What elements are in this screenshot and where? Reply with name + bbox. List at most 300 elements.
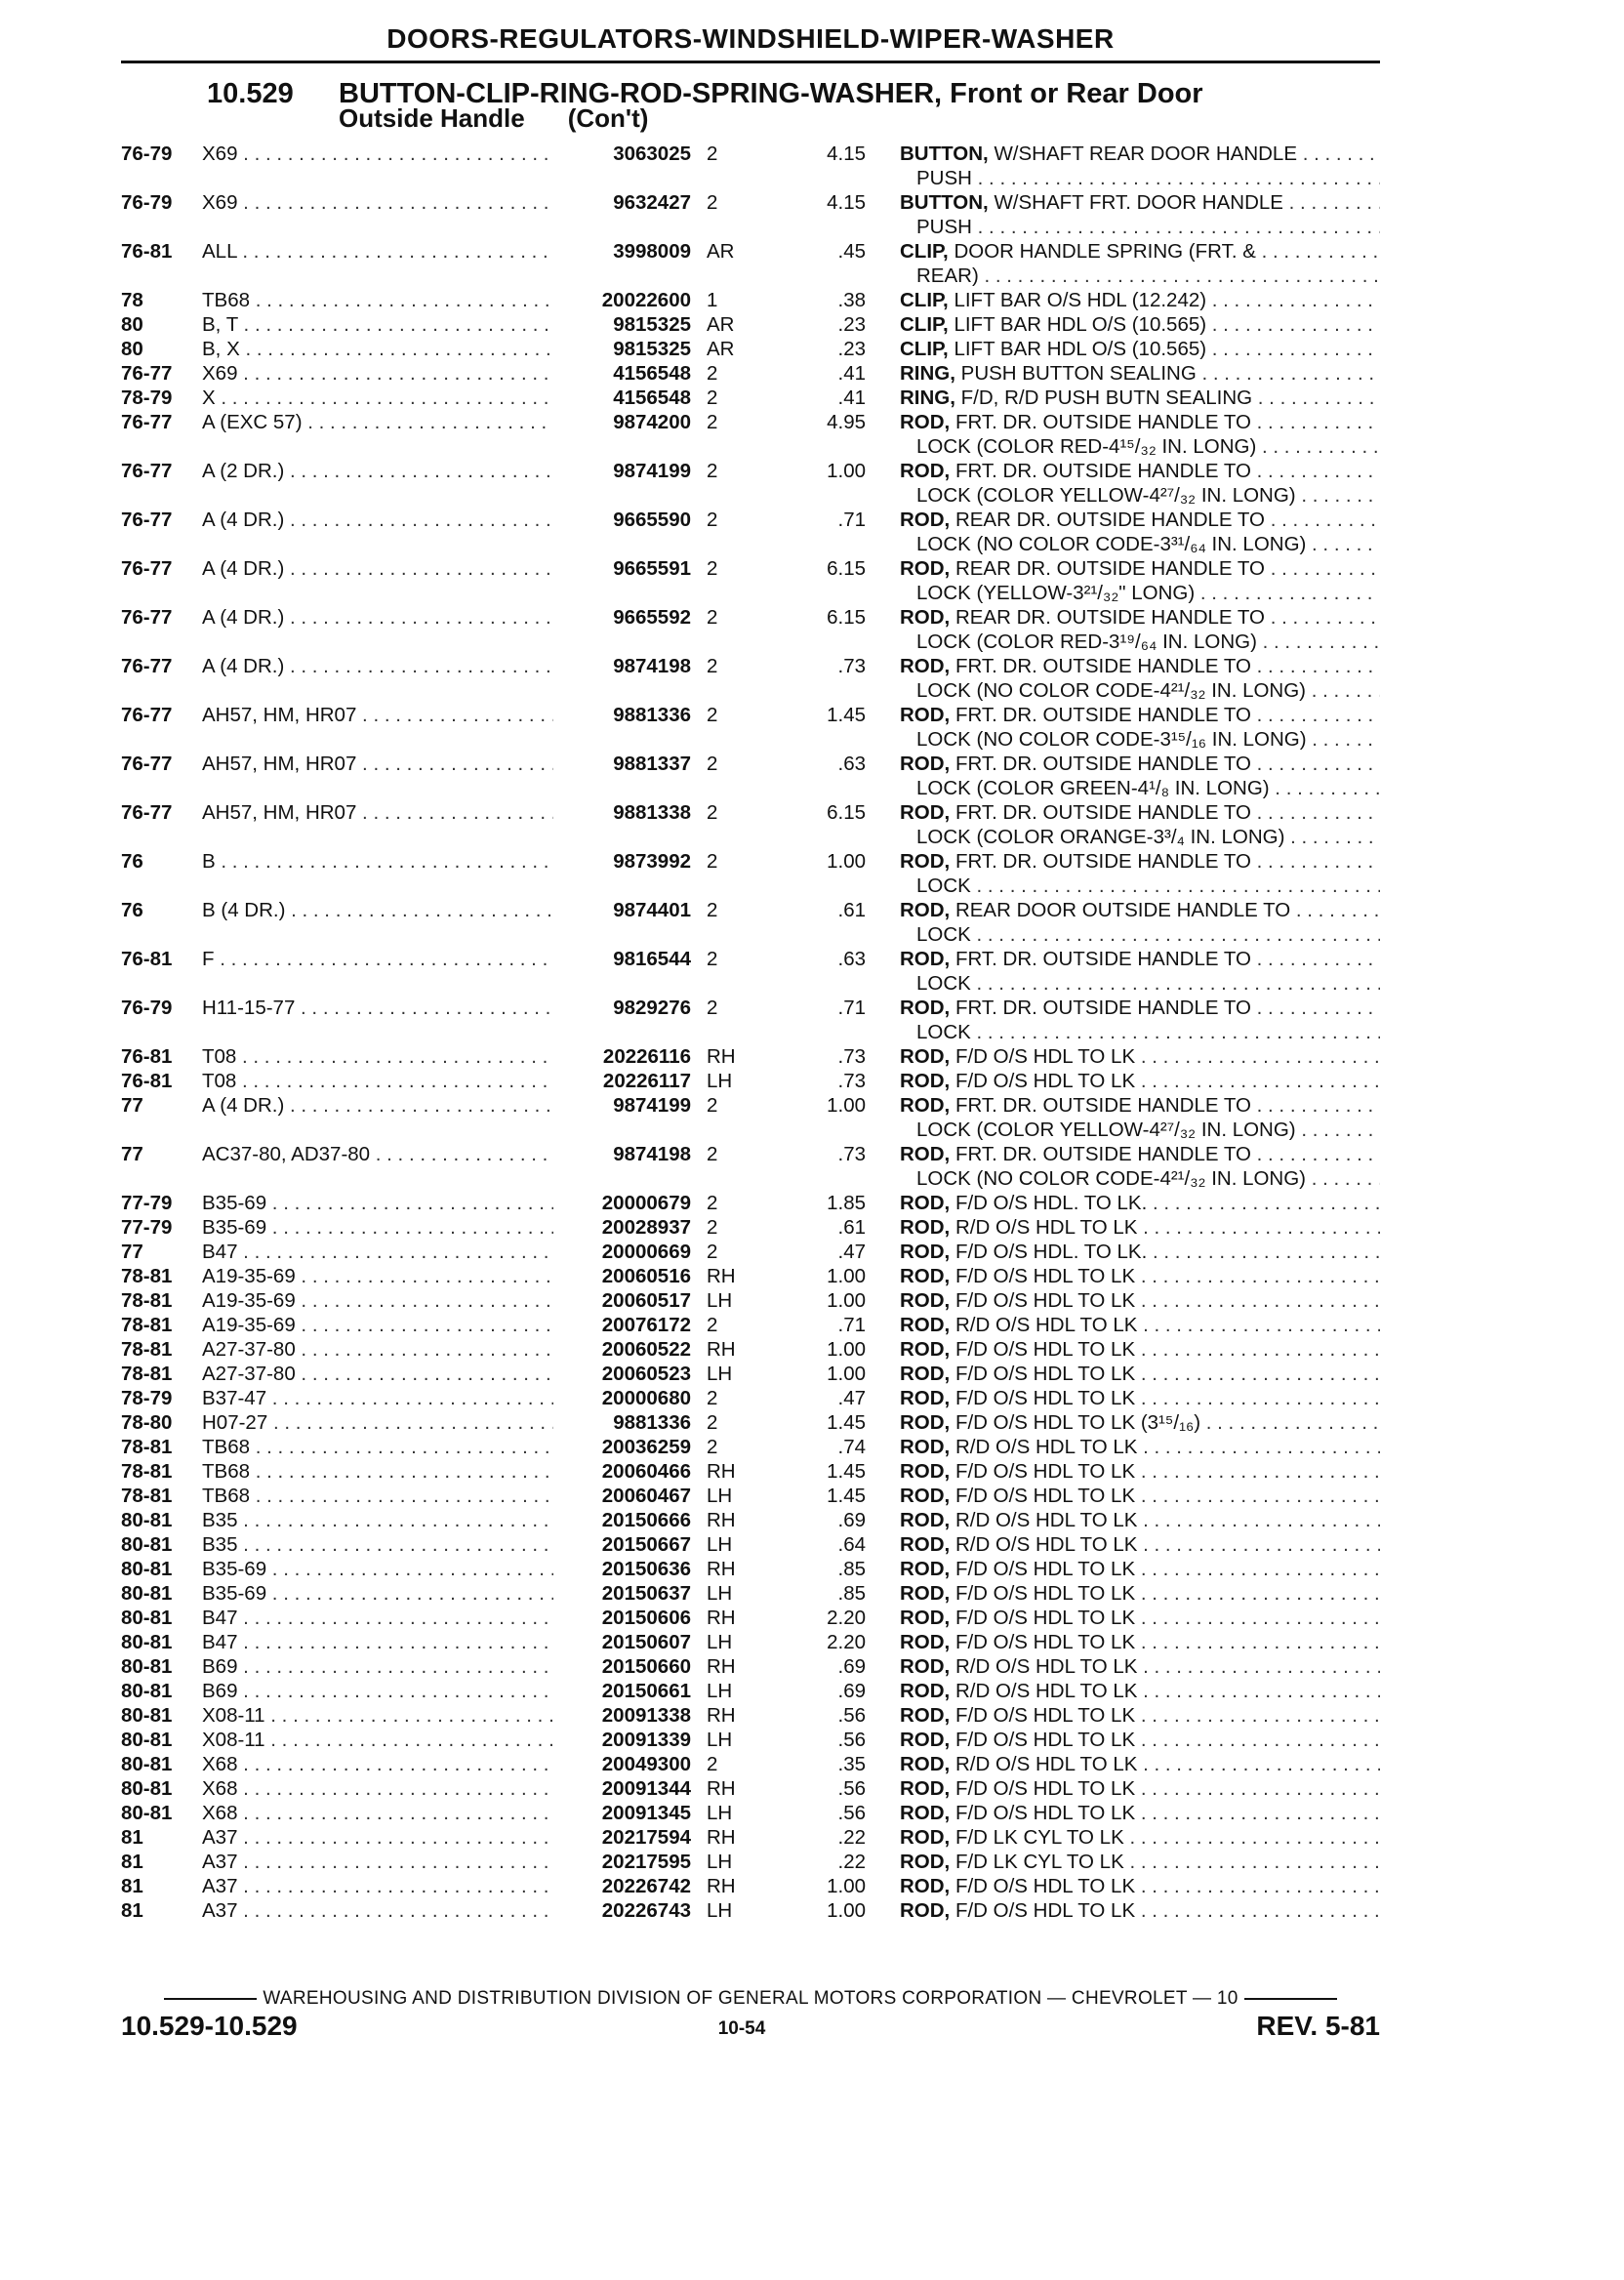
description-head: RING, — [900, 387, 955, 409]
year-cell: 77-79 — [121, 1216, 173, 1239]
quantity-cell: 2 — [707, 509, 718, 531]
part-number-cell: 9665591 — [613, 557, 691, 580]
description-cell — [900, 312, 1380, 337]
part-number-cell: 9874198 — [613, 1143, 691, 1165]
quantity-cell: AR — [707, 240, 735, 263]
model-cell: TB68 . . . — [202, 1459, 553, 1484]
part-number-cell: 20150666 — [601, 1509, 691, 1531]
description-text: F/D O/S HDL TO LK — [954, 1387, 1136, 1409]
year-cell: 76-79 — [121, 142, 173, 165]
model-cell: AH57, HM, HR07 . . . — [202, 703, 553, 727]
description-cell — [900, 849, 1380, 874]
quantity-cell: 2 — [707, 1094, 718, 1117]
quantity-cell: RH — [707, 1558, 736, 1580]
part-number-cell: 20150667 — [601, 1533, 691, 1556]
description-head: ROD, — [900, 1387, 951, 1409]
price-cell: .41 — [837, 387, 866, 409]
price-cell: .47 — [837, 1387, 866, 1409]
quantity-cell: 2 — [707, 850, 718, 873]
year-cell: 78-79 — [121, 387, 173, 409]
year-cell: 81 — [121, 1875, 143, 1897]
section-subheading — [339, 103, 648, 134]
description-head: ROD, — [900, 1070, 951, 1092]
description-text: FRT. DR. OUTSIDE HANDLE TO — [954, 753, 1251, 775]
price-cell: .47 — [837, 1241, 866, 1263]
price-cell: .73 — [837, 1070, 866, 1092]
year-cell: 76-81 — [121, 1070, 173, 1092]
quantity-cell: 2 — [707, 1314, 718, 1336]
year-cell: 80-81 — [121, 1509, 173, 1531]
quantity-cell: LH — [707, 1802, 733, 1824]
quantity-cell: 2 — [707, 655, 718, 677]
part-number-cell: 20076172 — [601, 1314, 691, 1336]
quantity-cell: RH — [707, 1338, 736, 1361]
part-number-cell: 20150606 — [601, 1607, 691, 1629]
model-cell: X69 . . . — [202, 142, 553, 166]
quantity-cell: 2 — [707, 948, 718, 970]
description-head: ROD, — [900, 948, 951, 970]
price-cell: 4.15 — [827, 142, 866, 165]
description-continuation: LOCK (COLOR GREEN-4¹/₈ IN. LONG) . . . — [916, 776, 1380, 800]
model-cell: B, T . . . — [202, 312, 553, 337]
year-cell: 81 — [121, 1826, 143, 1849]
footer-revision: REV. 5-81 — [1256, 2011, 1380, 2041]
quantity-cell: RH — [707, 1045, 736, 1068]
price-cell: 1.00 — [827, 1265, 866, 1287]
description-continuation: LOCK (COLOR YELLOW-4²⁷/₃₂ IN. LONG) . . . — [916, 483, 1380, 508]
part-number-cell: 9665592 — [613, 606, 691, 629]
price-cell: .71 — [837, 997, 866, 1019]
price-cell: 4.15 — [827, 191, 866, 214]
year-cell: 80-81 — [121, 1607, 173, 1629]
description-cell — [900, 898, 1380, 922]
description-cell — [900, 800, 1380, 825]
description-head: ROD, — [900, 1143, 951, 1165]
section-title: BUTTON-CLIP-RING-ROD-SPRING-WASHER, Front or Rear Door — [339, 78, 1203, 109]
quantity-cell: RH — [707, 1607, 736, 1629]
footer-division: WAREHOUSING AND DISTRIBUTION DIVISION OF GENERAL MOTORS CORPORATION — CHEVROLET — 10 — [263, 1988, 1238, 2009]
year-cell: 80-81 — [121, 1729, 173, 1751]
part-number-cell: 20226743 — [601, 1899, 691, 1922]
description-cell — [900, 288, 1380, 312]
part-number-cell: 9665590 — [613, 509, 691, 531]
description-text: DOOR HANDLE SPRING (FRT. & — [954, 240, 1256, 263]
price-cell: .22 — [837, 1826, 866, 1849]
model-cell: AC37-80, AD37-80 . . . — [202, 1142, 553, 1166]
model-cell: AH57, HM, HR07 . . . — [202, 752, 553, 776]
description-text: F/D O/S HDL TO LK — [954, 1265, 1136, 1287]
model-cell: B35-69 . . . — [202, 1557, 553, 1581]
description-cell — [900, 1215, 1380, 1240]
price-cell: .61 — [837, 899, 866, 921]
description-cell — [900, 361, 1380, 386]
description-text: FRT. DR. OUTSIDE HANDLE TO — [954, 704, 1251, 726]
part-number-cell: 20000669 — [601, 1241, 691, 1263]
model-cell: X08-11 . . . — [202, 1728, 553, 1752]
model-cell: X68 . . . — [202, 1776, 553, 1801]
price-cell: .41 — [837, 362, 866, 385]
description-cell — [900, 410, 1380, 434]
description-cell — [900, 1850, 1380, 1874]
price-cell: 2.20 — [827, 1631, 866, 1653]
year-cell: 80-81 — [121, 1558, 173, 1580]
year-cell: 76-77 — [121, 801, 173, 824]
part-number-cell: 20091344 — [601, 1777, 691, 1800]
model-cell: TB68 . . . — [202, 1484, 553, 1508]
price-cell: .73 — [837, 1045, 866, 1068]
quantity-cell: 2 — [707, 1753, 718, 1775]
quantity-cell: 2 — [707, 997, 718, 1019]
model-cell: H11-15-77 . . . — [202, 996, 553, 1020]
footer-rule-left — [164, 1998, 257, 2000]
description-text: REAR DR. OUTSIDE HANDLE TO — [954, 606, 1266, 629]
model-cell: B35 . . . — [202, 1508, 553, 1532]
quantity-cell: RH — [707, 1265, 736, 1287]
quantity-cell: 2 — [707, 191, 718, 214]
quantity-cell: 2 — [707, 606, 718, 629]
description-cell — [900, 1874, 1380, 1898]
description-head: CLIP, — [900, 240, 949, 263]
description-head: ROD, — [900, 850, 951, 873]
description-continuation: LOCK (COLOR RED-3¹⁹/₆₄ IN. LONG) . . . — [916, 630, 1380, 654]
description-text: F/D O/S HDL TO LK — [954, 1899, 1136, 1922]
description-cell — [900, 1752, 1380, 1776]
price-cell: .56 — [837, 1777, 866, 1800]
quantity-cell: LH — [707, 1680, 733, 1702]
description-head: ROD, — [900, 1485, 951, 1507]
price-cell: 6.15 — [827, 801, 866, 824]
year-cell: 77 — [121, 1241, 143, 1263]
part-number-cell: 9873992 — [613, 850, 691, 873]
description-head: BUTTON, — [900, 191, 989, 214]
year-cell: 76-81 — [121, 1045, 173, 1068]
part-number-cell: 20036259 — [601, 1436, 691, 1458]
price-cell: .64 — [837, 1533, 866, 1556]
description-text: F/D O/S HDL. TO LK. — [954, 1192, 1148, 1214]
quantity-cell: 1 — [707, 289, 718, 311]
year-cell: 80-81 — [121, 1582, 173, 1605]
description-head: ROD, — [900, 1851, 951, 1873]
model-cell: A (2 DR.) . . . — [202, 459, 553, 483]
model-cell: A19-35-69 . . . — [202, 1288, 553, 1313]
description-text: FRT. DR. OUTSIDE HANDLE TO — [954, 1094, 1251, 1117]
description-head: ROD, — [900, 997, 951, 1019]
description-head: ROD, — [900, 1607, 951, 1629]
quantity-cell: 2 — [707, 460, 718, 482]
model-cell: B37-47 . . . — [202, 1386, 553, 1410]
description-cell — [900, 1288, 1380, 1313]
quantity-cell: 2 — [707, 704, 718, 726]
description-head: ROD, — [900, 1899, 951, 1922]
part-number-cell: 20049300 — [601, 1753, 691, 1775]
description-text: R/D O/S HDL TO LK — [954, 1680, 1138, 1702]
part-number-cell: 20060516 — [601, 1265, 691, 1287]
description-head: ROD, — [900, 1655, 951, 1678]
description-head: ROD, — [900, 1777, 951, 1800]
model-cell: B47 . . . — [202, 1630, 553, 1654]
part-number-cell: 20060517 — [601, 1289, 691, 1312]
description-cell — [900, 1386, 1380, 1410]
price-cell: 2.20 — [827, 1607, 866, 1629]
year-cell: 76-77 — [121, 655, 173, 677]
quantity-cell: AR — [707, 338, 735, 360]
description-cell — [900, 1484, 1380, 1508]
description-head: ROD, — [900, 655, 951, 677]
description-cell — [900, 1435, 1380, 1459]
description-cell — [900, 1337, 1380, 1362]
year-cell: 80-81 — [121, 1680, 173, 1702]
description-text: W/SHAFT REAR DOOR HANDLE — [994, 142, 1298, 165]
model-cell: B35-69 . . . — [202, 1191, 553, 1215]
description-text: FRT. DR. OUTSIDE HANDLE TO — [954, 460, 1251, 482]
page-header-title: DOORS-REGULATORS-WINDSHIELD-WIPER-WASHER — [386, 23, 1115, 54]
description-head: CLIP, — [900, 313, 949, 336]
description-head: ROD, — [900, 1533, 951, 1556]
description-head: ROD, — [900, 1631, 951, 1653]
model-cell: X08-11 . . . — [202, 1703, 553, 1728]
description-cell — [900, 1825, 1380, 1850]
quantity-cell: 2 — [707, 1387, 718, 1409]
year-cell: 80 — [121, 313, 143, 336]
year-cell: 77-79 — [121, 1192, 173, 1214]
price-cell: .56 — [837, 1704, 866, 1727]
price-cell: .85 — [837, 1582, 866, 1605]
price-cell: .69 — [837, 1680, 866, 1702]
description-head: ROD, — [900, 753, 951, 775]
description-text: REAR DR. OUTSIDE HANDLE TO — [954, 557, 1266, 580]
quantity-cell: 2 — [707, 753, 718, 775]
quantity-cell: RH — [707, 1509, 736, 1531]
model-cell: B69 . . . — [202, 1654, 553, 1679]
quantity-cell: LH — [707, 1363, 733, 1385]
year-cell: 76-79 — [121, 191, 173, 214]
part-number-cell: 20150661 — [601, 1680, 691, 1702]
part-number-cell: 9815325 — [613, 338, 691, 360]
description-cell — [900, 1313, 1380, 1337]
part-number-cell: 20000679 — [601, 1192, 691, 1214]
continued-label: (Con't) — [567, 103, 649, 133]
description-cell — [900, 703, 1380, 727]
description-head: ROD, — [900, 1192, 951, 1214]
part-number-cell: 20150607 — [601, 1631, 691, 1653]
description-text: R/D O/S HDL TO LK — [954, 1509, 1138, 1531]
description-head: CLIP, — [900, 338, 949, 360]
description-text: F/D LK CYL TO LK — [954, 1826, 1124, 1849]
description-continuation: LOCK (COLOR RED-4¹⁵/₃₂ IN. LONG) . . . — [916, 434, 1380, 459]
description-head: ROD, — [900, 1436, 951, 1458]
description-head: ROD, — [900, 704, 951, 726]
price-cell: 1.45 — [827, 1485, 866, 1507]
quantity-cell: 2 — [707, 1411, 718, 1434]
quantity-cell: 2 — [707, 142, 718, 165]
section-subtitle: Outside Handle — [339, 103, 525, 133]
price-cell: .74 — [837, 1436, 866, 1458]
price-cell: .45 — [837, 240, 866, 263]
year-cell: 78-81 — [121, 1485, 173, 1507]
description-head: ROD, — [900, 557, 951, 580]
description-cell — [900, 1410, 1380, 1435]
price-cell: 1.00 — [827, 1875, 866, 1897]
part-number-cell: 4156548 — [613, 387, 691, 409]
model-cell: X68 . . . — [202, 1752, 553, 1776]
year-cell: 80-81 — [121, 1655, 173, 1678]
part-number-cell: 20217594 — [601, 1826, 691, 1849]
part-number-cell: 3063025 — [613, 142, 691, 165]
year-cell: 80 — [121, 338, 143, 360]
year-cell: 80-81 — [121, 1631, 173, 1653]
header-rule — [121, 61, 1380, 63]
description-text: REAR DR. OUTSIDE HANDLE TO — [954, 509, 1266, 531]
price-cell: 1.00 — [827, 1899, 866, 1922]
description-text: FRT. DR. OUTSIDE HANDLE TO — [954, 997, 1251, 1019]
description-cell — [900, 1240, 1380, 1264]
description-cell — [900, 1654, 1380, 1679]
year-cell: 78-81 — [121, 1314, 173, 1336]
price-cell: .56 — [837, 1729, 866, 1751]
description-text: REAR DOOR OUTSIDE HANDLE TO — [954, 899, 1291, 921]
part-number-cell: 20150637 — [601, 1582, 691, 1605]
year-cell: 80-81 — [121, 1704, 173, 1727]
quantity-cell: RH — [707, 1826, 736, 1849]
description-continuation: PUSH . . . — [916, 166, 1380, 190]
description-cell — [900, 1362, 1380, 1386]
description-text: F/D O/S HDL TO LK — [954, 1704, 1136, 1727]
model-cell: A (4 DR.) . . . — [202, 1093, 553, 1118]
model-cell: B47 . . . — [202, 1606, 553, 1630]
description-text: F/D O/S HDL TO LK — [954, 1338, 1136, 1361]
footer-division-line — [121, 1988, 1380, 2010]
description-text: F/D O/S HDL TO LK — [954, 1460, 1136, 1483]
description-text: F/D LK CYL TO LK — [954, 1851, 1124, 1873]
year-cell: 80-81 — [121, 1777, 173, 1800]
description-head: ROD, — [900, 899, 951, 921]
description-head: ROD, — [900, 1753, 951, 1775]
description-continuation: REAR) . . . — [916, 264, 1380, 288]
description-cell — [900, 556, 1380, 581]
quantity-cell: 2 — [707, 362, 718, 385]
description-head: ROD, — [900, 1265, 951, 1287]
part-number-cell: 20150660 — [601, 1655, 691, 1678]
description-head: BUTTON, — [900, 142, 989, 165]
model-cell: X69 . . . — [202, 190, 553, 215]
model-cell: X . . . — [202, 386, 553, 410]
description-cell — [900, 508, 1380, 532]
description-text: PUSH BUTTON SEALING — [960, 362, 1197, 385]
price-cell: .23 — [837, 338, 866, 360]
description-continuation: LOCK . . . — [916, 874, 1380, 898]
price-cell: .38 — [837, 289, 866, 311]
description-text: F/D O/S HDL TO LK — [954, 1631, 1136, 1653]
price-cell: .23 — [837, 313, 866, 336]
description-head: ROD, — [900, 1558, 951, 1580]
quantity-cell: 2 — [707, 1436, 718, 1458]
description-cell — [900, 1093, 1380, 1118]
description-text: W/SHAFT FRT. DOOR HANDLE — [994, 191, 1283, 214]
quantity-cell: LH — [707, 1851, 733, 1873]
description-cell — [900, 1581, 1380, 1606]
part-number-cell: 9632427 — [613, 191, 691, 214]
description-continuation: LOCK (NO COLOR CODE-4²¹/₃₂ IN. LONG) . . . — [916, 678, 1380, 703]
year-cell: 78-79 — [121, 1387, 173, 1409]
description-continuation: LOCK . . . — [916, 1020, 1380, 1044]
description-head: ROD, — [900, 411, 951, 433]
footer-rule-right — [1244, 1998, 1337, 2000]
description-text: F/D O/S HDL TO LK — [954, 1582, 1136, 1605]
price-cell: .73 — [837, 1143, 866, 1165]
price-cell: .61 — [837, 1216, 866, 1239]
model-cell: F . . . — [202, 947, 553, 971]
description-head: ROD, — [900, 1094, 951, 1117]
description-text: FRT. DR. OUTSIDE HANDLE TO — [954, 411, 1251, 433]
year-cell: 80-81 — [121, 1753, 173, 1775]
description-text: LIFT BAR HDL O/S (10.565) — [954, 313, 1207, 336]
year-cell: 78-81 — [121, 1436, 173, 1458]
price-cell: 1.00 — [827, 850, 866, 873]
description-continuation: LOCK (NO COLOR CODE-3¹⁵/₁₆ IN. LONG) . . . — [916, 727, 1380, 752]
quantity-cell: RH — [707, 1704, 736, 1727]
model-cell: T08 . . . — [202, 1069, 553, 1093]
year-cell: 76-77 — [121, 704, 173, 726]
description-cell — [900, 1898, 1380, 1923]
description-text: R/D O/S HDL TO LK — [954, 1753, 1138, 1775]
year-cell: 78-80 — [121, 1411, 173, 1434]
model-cell: TB68 . . . — [202, 1435, 553, 1459]
price-cell: .63 — [837, 753, 866, 775]
description-cell — [900, 1776, 1380, 1801]
model-cell: B, X . . . — [202, 337, 553, 361]
model-cell: T08 . . . — [202, 1044, 553, 1069]
part-number-cell: 20226742 — [601, 1875, 691, 1897]
part-number-cell: 20000680 — [601, 1387, 691, 1409]
price-cell: .22 — [837, 1851, 866, 1873]
part-number-cell: 9874198 — [613, 655, 691, 677]
year-cell: 78-81 — [121, 1265, 173, 1287]
part-number-cell: 9874199 — [613, 1094, 691, 1117]
model-cell: B . . . — [202, 849, 553, 874]
part-number-cell: 9829276 — [613, 997, 691, 1019]
price-cell: 1.00 — [827, 1363, 866, 1385]
part-number-cell: 3998009 — [613, 240, 691, 263]
quantity-cell: 2 — [707, 1192, 718, 1214]
price-cell: 1.00 — [827, 1338, 866, 1361]
price-cell: 1.85 — [827, 1192, 866, 1214]
description-text: R/D O/S HDL TO LK — [954, 1216, 1138, 1239]
price-cell: .69 — [837, 1655, 866, 1678]
price-cell: .69 — [837, 1509, 866, 1531]
model-cell: A (4 DR.) . . . — [202, 556, 553, 581]
description-text: F/D, R/D PUSH BUTN SEALING — [960, 387, 1253, 409]
price-cell: .85 — [837, 1558, 866, 1580]
description-cell — [900, 1557, 1380, 1581]
model-cell: A19-35-69 . . . — [202, 1264, 553, 1288]
model-cell: B (4 DR.) . . . — [202, 898, 553, 922]
part-number-cell: 20226116 — [602, 1045, 691, 1068]
description-head: ROD, — [900, 801, 951, 824]
part-number-cell: 20060523 — [601, 1363, 691, 1385]
quantity-cell: LH — [707, 1582, 733, 1605]
model-cell: B47 . . . — [202, 1240, 553, 1264]
description-cell — [900, 386, 1380, 410]
description-text: FRT. DR. OUTSIDE HANDLE TO — [954, 1143, 1251, 1165]
quantity-cell: 2 — [707, 1241, 718, 1263]
model-cell: ALL . . . — [202, 239, 553, 264]
part-number-cell: 9881336 — [613, 704, 691, 726]
description-head: ROD, — [900, 1802, 951, 1824]
price-cell: 1.00 — [827, 1289, 866, 1312]
description-continuation: LOCK . . . — [916, 922, 1380, 947]
model-cell: H07-27 . . . — [202, 1410, 553, 1435]
year-cell: 76-77 — [121, 753, 173, 775]
